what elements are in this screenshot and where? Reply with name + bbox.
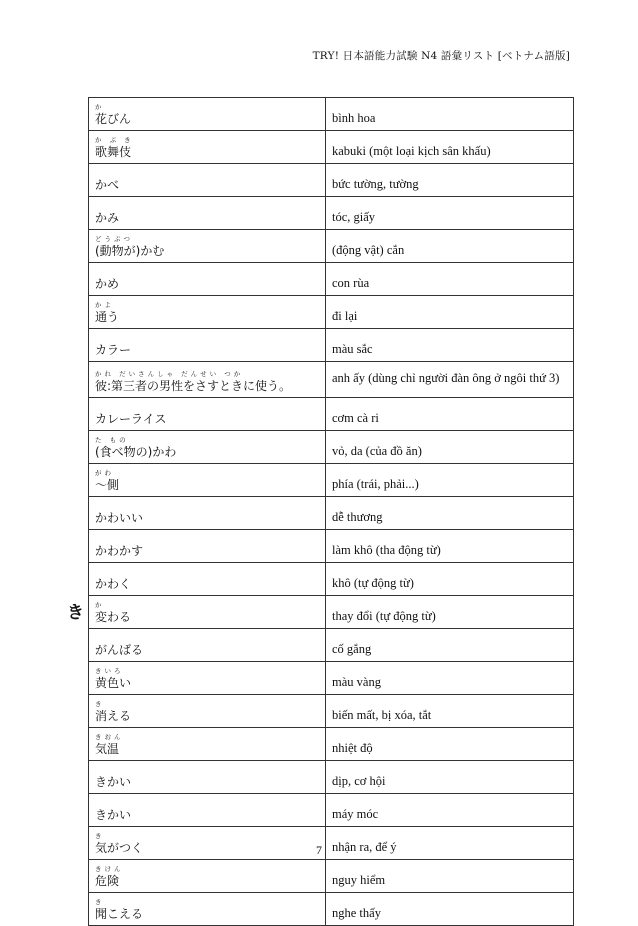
japanese-term: かめ xyxy=(95,277,120,291)
vietnamese-meaning: dịp, cơ hội xyxy=(326,761,574,794)
japanese-term-cell xyxy=(89,263,326,296)
vietnamese-meaning: cố gắng xyxy=(326,629,574,662)
vietnamese-meaning: nghe thấy xyxy=(326,893,574,926)
japanese-term-cell xyxy=(89,362,326,398)
japanese-term-cell xyxy=(89,197,326,230)
japanese-term: 通う xyxy=(95,310,120,324)
vietnamese-meaning: khô (tự động từ) xyxy=(326,563,574,596)
furigana-reading: きけん xyxy=(95,865,124,873)
vocab-row xyxy=(89,131,574,164)
furigana-reading: かよ xyxy=(95,301,114,309)
japanese-term: カレーライス xyxy=(95,412,167,426)
vietnamese-meaning: phía (trái, phải...) xyxy=(326,464,574,497)
furigana-reading: きおん xyxy=(95,733,124,741)
vietnamese-meaning: tóc, giấy xyxy=(326,197,574,230)
japanese-term-cell xyxy=(89,695,326,728)
japanese-term: かわく xyxy=(95,577,132,591)
vocabulary-table-body xyxy=(89,98,574,926)
japanese-term-cell xyxy=(89,860,326,893)
section-index-kana: き xyxy=(67,603,84,623)
vocab-row xyxy=(89,629,574,662)
vocab-row xyxy=(89,893,574,926)
japanese-term: 花びん xyxy=(95,112,132,126)
furigana-reading: か xyxy=(95,601,105,609)
vocab-row xyxy=(89,431,574,464)
page-header: TRY! 日本語能力試験 N4 語彙リスト [ベトナム語版] xyxy=(312,50,570,62)
vocab-row xyxy=(89,860,574,893)
vocab-row xyxy=(89,230,574,263)
japanese-term: 変わる xyxy=(95,610,132,624)
vietnamese-meaning: biến mất, bị xóa, tắt xyxy=(326,695,574,728)
vocab-row xyxy=(89,530,574,563)
japanese-term: 消える xyxy=(95,709,132,723)
vocab-row xyxy=(89,761,574,794)
japanese-term-cell xyxy=(89,398,326,431)
japanese-term-cell xyxy=(89,296,326,329)
japanese-term-cell xyxy=(89,164,326,197)
japanese-term: (動物が)かむ xyxy=(95,244,165,258)
vietnamese-meaning: vỏ, da (của đồ ăn) xyxy=(326,431,574,464)
vietnamese-meaning: nguy hiểm xyxy=(326,860,574,893)
vocab-row xyxy=(89,197,574,230)
japanese-term: きかい xyxy=(95,775,132,789)
vietnamese-meaning: kabuki (một loại kịch sân khấu) xyxy=(326,131,574,164)
vocab-row xyxy=(89,329,574,362)
vocab-row xyxy=(89,794,574,827)
japanese-term: かわかす xyxy=(95,544,144,558)
vietnamese-meaning: bình hoa xyxy=(326,98,574,131)
vocab-row xyxy=(89,398,574,431)
japanese-term: ～側 xyxy=(95,478,120,492)
vocab-row xyxy=(89,596,574,629)
vocab-row xyxy=(89,164,574,197)
vocab-row xyxy=(89,263,574,296)
vietnamese-meaning: nhiệt độ xyxy=(326,728,574,761)
vietnamese-meaning: dễ thương xyxy=(326,497,574,530)
vocab-row xyxy=(89,497,574,530)
vietnamese-meaning: (động vật) cắn xyxy=(326,230,574,263)
vocab-row xyxy=(89,362,574,398)
vocab-row xyxy=(89,563,574,596)
japanese-term-cell xyxy=(89,98,326,131)
japanese-term-cell xyxy=(89,761,326,794)
japanese-term: 気がつく xyxy=(95,841,144,855)
vietnamese-meaning: cơm cà ri xyxy=(326,398,574,431)
japanese-term-cell xyxy=(89,728,326,761)
vietnamese-meaning: con rùa xyxy=(326,263,574,296)
furigana-reading: きいろ xyxy=(95,667,124,675)
japanese-term-cell xyxy=(89,596,326,629)
furigana-reading: き xyxy=(95,898,105,906)
vietnamese-meaning: máy móc xyxy=(326,794,574,827)
japanese-term: 聞こえる xyxy=(95,907,144,921)
furigana-reading: た もの xyxy=(95,436,129,444)
vietnamese-meaning: bức tường, tường xyxy=(326,164,574,197)
furigana-reading: どうぶつ xyxy=(95,235,133,243)
japanese-term-cell xyxy=(89,230,326,263)
furigana-reading: かれ だいさんしゃ だんせい つか xyxy=(95,370,244,378)
japanese-term-cell xyxy=(89,530,326,563)
vocab-row xyxy=(89,728,574,761)
japanese-term-cell xyxy=(89,893,326,926)
japanese-term-cell xyxy=(89,464,326,497)
vietnamese-meaning: màu vàng xyxy=(326,662,574,695)
japanese-term-cell xyxy=(89,629,326,662)
japanese-term: かわいい xyxy=(95,511,144,525)
vietnamese-meaning: nhận ra, để ý xyxy=(326,827,574,860)
furigana-reading: か xyxy=(95,103,105,111)
japanese-term: がんばる xyxy=(95,643,144,657)
japanese-term: かべ xyxy=(95,178,120,192)
japanese-term: 彼:第三者の男性をさすときに使う。 xyxy=(95,379,292,393)
japanese-term: きかい xyxy=(95,808,132,822)
vietnamese-meaning: màu sắc xyxy=(326,329,574,362)
vocab-row xyxy=(89,662,574,695)
japanese-term-cell xyxy=(89,131,326,164)
furigana-reading: か ぶ き xyxy=(95,136,134,144)
vocab-row xyxy=(89,296,574,329)
japanese-term-cell xyxy=(89,431,326,464)
japanese-term-cell xyxy=(89,794,326,827)
japanese-term-cell xyxy=(89,497,326,530)
japanese-term: 危険 xyxy=(95,874,120,888)
vocab-row xyxy=(89,464,574,497)
vietnamese-meaning: anh ấy (dùng chỉ người đàn ông ở ngôi thứ 3) xyxy=(326,362,574,398)
japanese-term: 気温 xyxy=(95,742,120,756)
vietnamese-meaning: thay đổi (tự động từ) xyxy=(326,596,574,629)
furigana-reading: き xyxy=(95,700,105,708)
vietnamese-meaning: làm khô (tha động từ) xyxy=(326,530,574,563)
furigana-reading: き xyxy=(95,832,105,840)
page-number: 7 xyxy=(316,843,322,857)
vietnamese-meaning: đi lại xyxy=(326,296,574,329)
japanese-term-cell xyxy=(89,662,326,695)
furigana-reading: がわ xyxy=(95,469,114,477)
japanese-term: カラー xyxy=(95,343,132,357)
vocab-row xyxy=(89,98,574,131)
japanese-term: (食べ物の)かわ xyxy=(95,445,177,459)
vocabulary-table xyxy=(88,97,574,926)
vocab-row xyxy=(89,695,574,728)
japanese-term: 黄色い xyxy=(95,676,132,690)
japanese-term-cell xyxy=(89,329,326,362)
japanese-term: かみ xyxy=(95,211,120,225)
japanese-term: 歌舞伎 xyxy=(95,145,132,159)
japanese-term-cell xyxy=(89,563,326,596)
